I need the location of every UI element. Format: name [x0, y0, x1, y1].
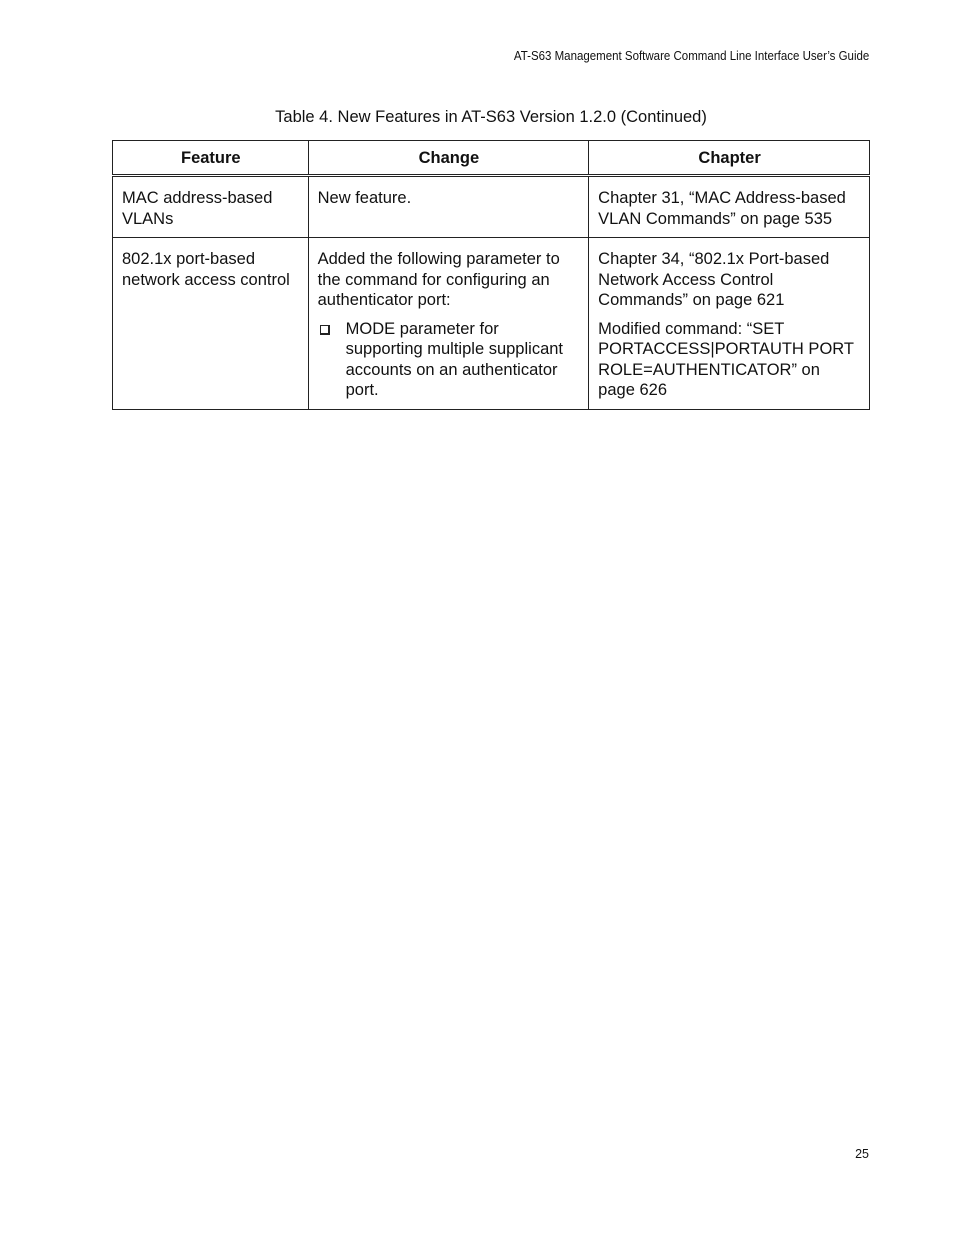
checkbox-bullet-icon [320, 325, 330, 335]
table-caption: Table 4. New Features in AT-S63 Version 1.2.0 (Continued) [275, 108, 707, 126]
feature-cell [113, 176, 309, 238]
list-item [318, 319, 581, 401]
column-header-change: Change [308, 141, 589, 176]
column-header-feature: Feature [113, 141, 309, 176]
chapter-cell [589, 238, 870, 410]
change-text: New feature. [317, 189, 412, 207]
page-number: 25 [855, 1147, 869, 1161]
chapter-cell [589, 176, 870, 238]
table-row [113, 176, 870, 238]
change-cell [308, 238, 589, 410]
chapter-reference: Chapter 34, “802.1x Port-based Network Access Control Commands” on page 621 [598, 250, 830, 309]
change-cell [308, 176, 589, 238]
feature-text: 802.1x port-based network access control [122, 250, 290, 289]
feature-cell [113, 238, 309, 410]
table-header-row [113, 141, 870, 176]
table-row [113, 238, 870, 410]
features-table [112, 140, 870, 410]
column-header-chapter: Chapter [589, 141, 870, 176]
change-bullet-list [318, 319, 581, 401]
running-header: AT-S63 Management Software Command Line Interface User’s Guide [513, 49, 869, 63]
chapter-reference: Chapter 31, “MAC Address-based VLAN Commands” on page 535 [598, 189, 846, 228]
modified-command-reference: Modified command: “SET PORTACCESS|PORTAUTH PORT ROLE=AUTHENTICATOR” on page 626 [598, 319, 854, 399]
feature-text: MAC address-based VLANs [122, 189, 273, 228]
bullet-text: MODE parameter for supporting multiple supplicant accounts on an authenticator port. [345, 319, 564, 399]
change-text: Added the following parameter to the command for configuring an authenticator port: [317, 250, 560, 309]
